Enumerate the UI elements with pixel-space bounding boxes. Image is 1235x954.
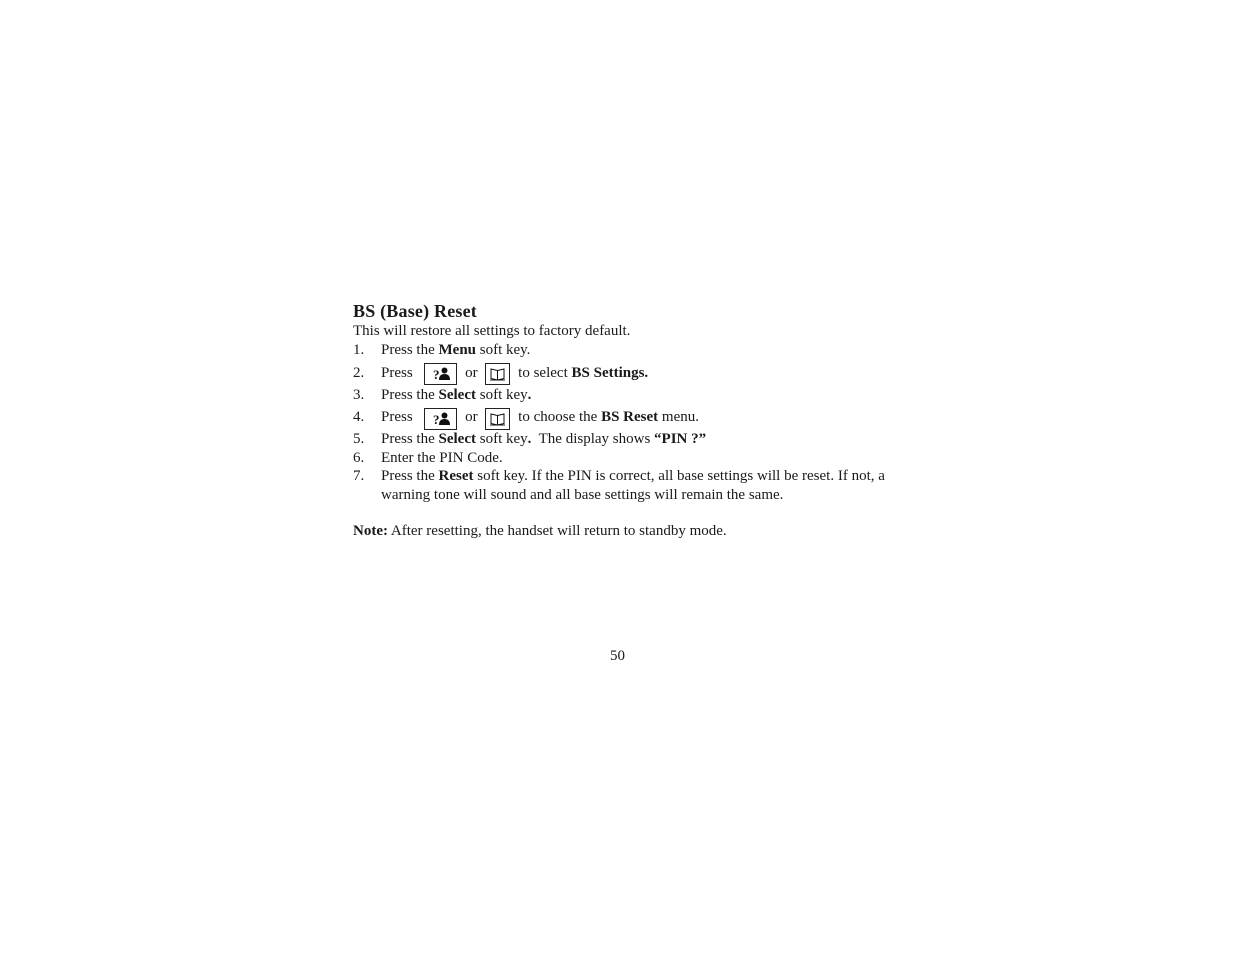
- step-keyword: Reset: [438, 468, 474, 484]
- step-text: Enter the PIN Code.: [381, 449, 503, 466]
- step-keyword: Menu: [438, 342, 476, 358]
- step-7: [353, 467, 893, 504]
- step-text: Press the: [381, 386, 439, 403]
- step-number: 2.: [353, 364, 365, 381]
- section-title: BS (Base) Reset: [353, 301, 477, 321]
- step-number: 5.: [353, 431, 365, 447]
- note: [353, 522, 893, 540]
- step-2: [353, 360, 893, 386]
- step-4: [353, 404, 893, 430]
- step-press: Press: [381, 409, 413, 425]
- step-text: soft key. If the PIN is correct, all base settings will be reset. If not, a warning tone will sound and all base settings will remain the same.: [381, 468, 885, 503]
- step-number: 4.: [353, 409, 365, 425]
- step-text: Press the: [381, 468, 439, 484]
- step-keyword: BS Reset: [601, 409, 659, 425]
- phonebook-user-key-icon: [424, 408, 457, 430]
- step-3: [353, 386, 893, 405]
- step-period: .: [527, 431, 532, 447]
- book-key-icon: [485, 363, 510, 385]
- step-text: The display shows: [531, 431, 655, 447]
- note-text: After resetting, the handset will return to standby mode.: [387, 523, 727, 539]
- steps-list: [353, 341, 893, 504]
- page-number: 50: [610, 648, 625, 664]
- step-keyword: BS Settings.: [571, 364, 649, 381]
- step-number: 7.: [353, 468, 365, 484]
- section-content: [353, 300, 893, 540]
- note-label: Note:: [353, 523, 388, 539]
- step-keyword: Select: [438, 431, 476, 447]
- step-number: 3.: [353, 386, 365, 403]
- step-text: Press the: [381, 342, 439, 358]
- step-text: to choose the: [518, 409, 602, 425]
- intro-text: This will restore all settings to factory default.: [353, 323, 631, 339]
- step-5: [353, 430, 893, 449]
- step-text: menu.: [658, 409, 699, 425]
- step-number: 1.: [353, 342, 365, 358]
- step-or: or: [465, 409, 478, 425]
- step-text: soft key.: [476, 342, 531, 358]
- svg-text:?: ?: [433, 411, 440, 427]
- step-period: .: [527, 386, 532, 403]
- step-text: soft key: [475, 386, 528, 403]
- display-text: “PIN ?”: [654, 431, 707, 447]
- step-or: or: [465, 364, 478, 381]
- step-text: soft key: [475, 431, 528, 447]
- step-number: 6.: [353, 449, 365, 466]
- svg-text:?: ?: [433, 367, 440, 383]
- step-text: to select: [518, 364, 572, 381]
- step-text: Press the: [381, 431, 439, 447]
- step-press: Press: [381, 364, 413, 381]
- step-6: [353, 449, 893, 468]
- phonebook-user-key-icon: [424, 363, 457, 385]
- step-keyword: Select: [438, 386, 476, 403]
- book-key-icon: [485, 408, 510, 430]
- step-1: [353, 341, 893, 360]
